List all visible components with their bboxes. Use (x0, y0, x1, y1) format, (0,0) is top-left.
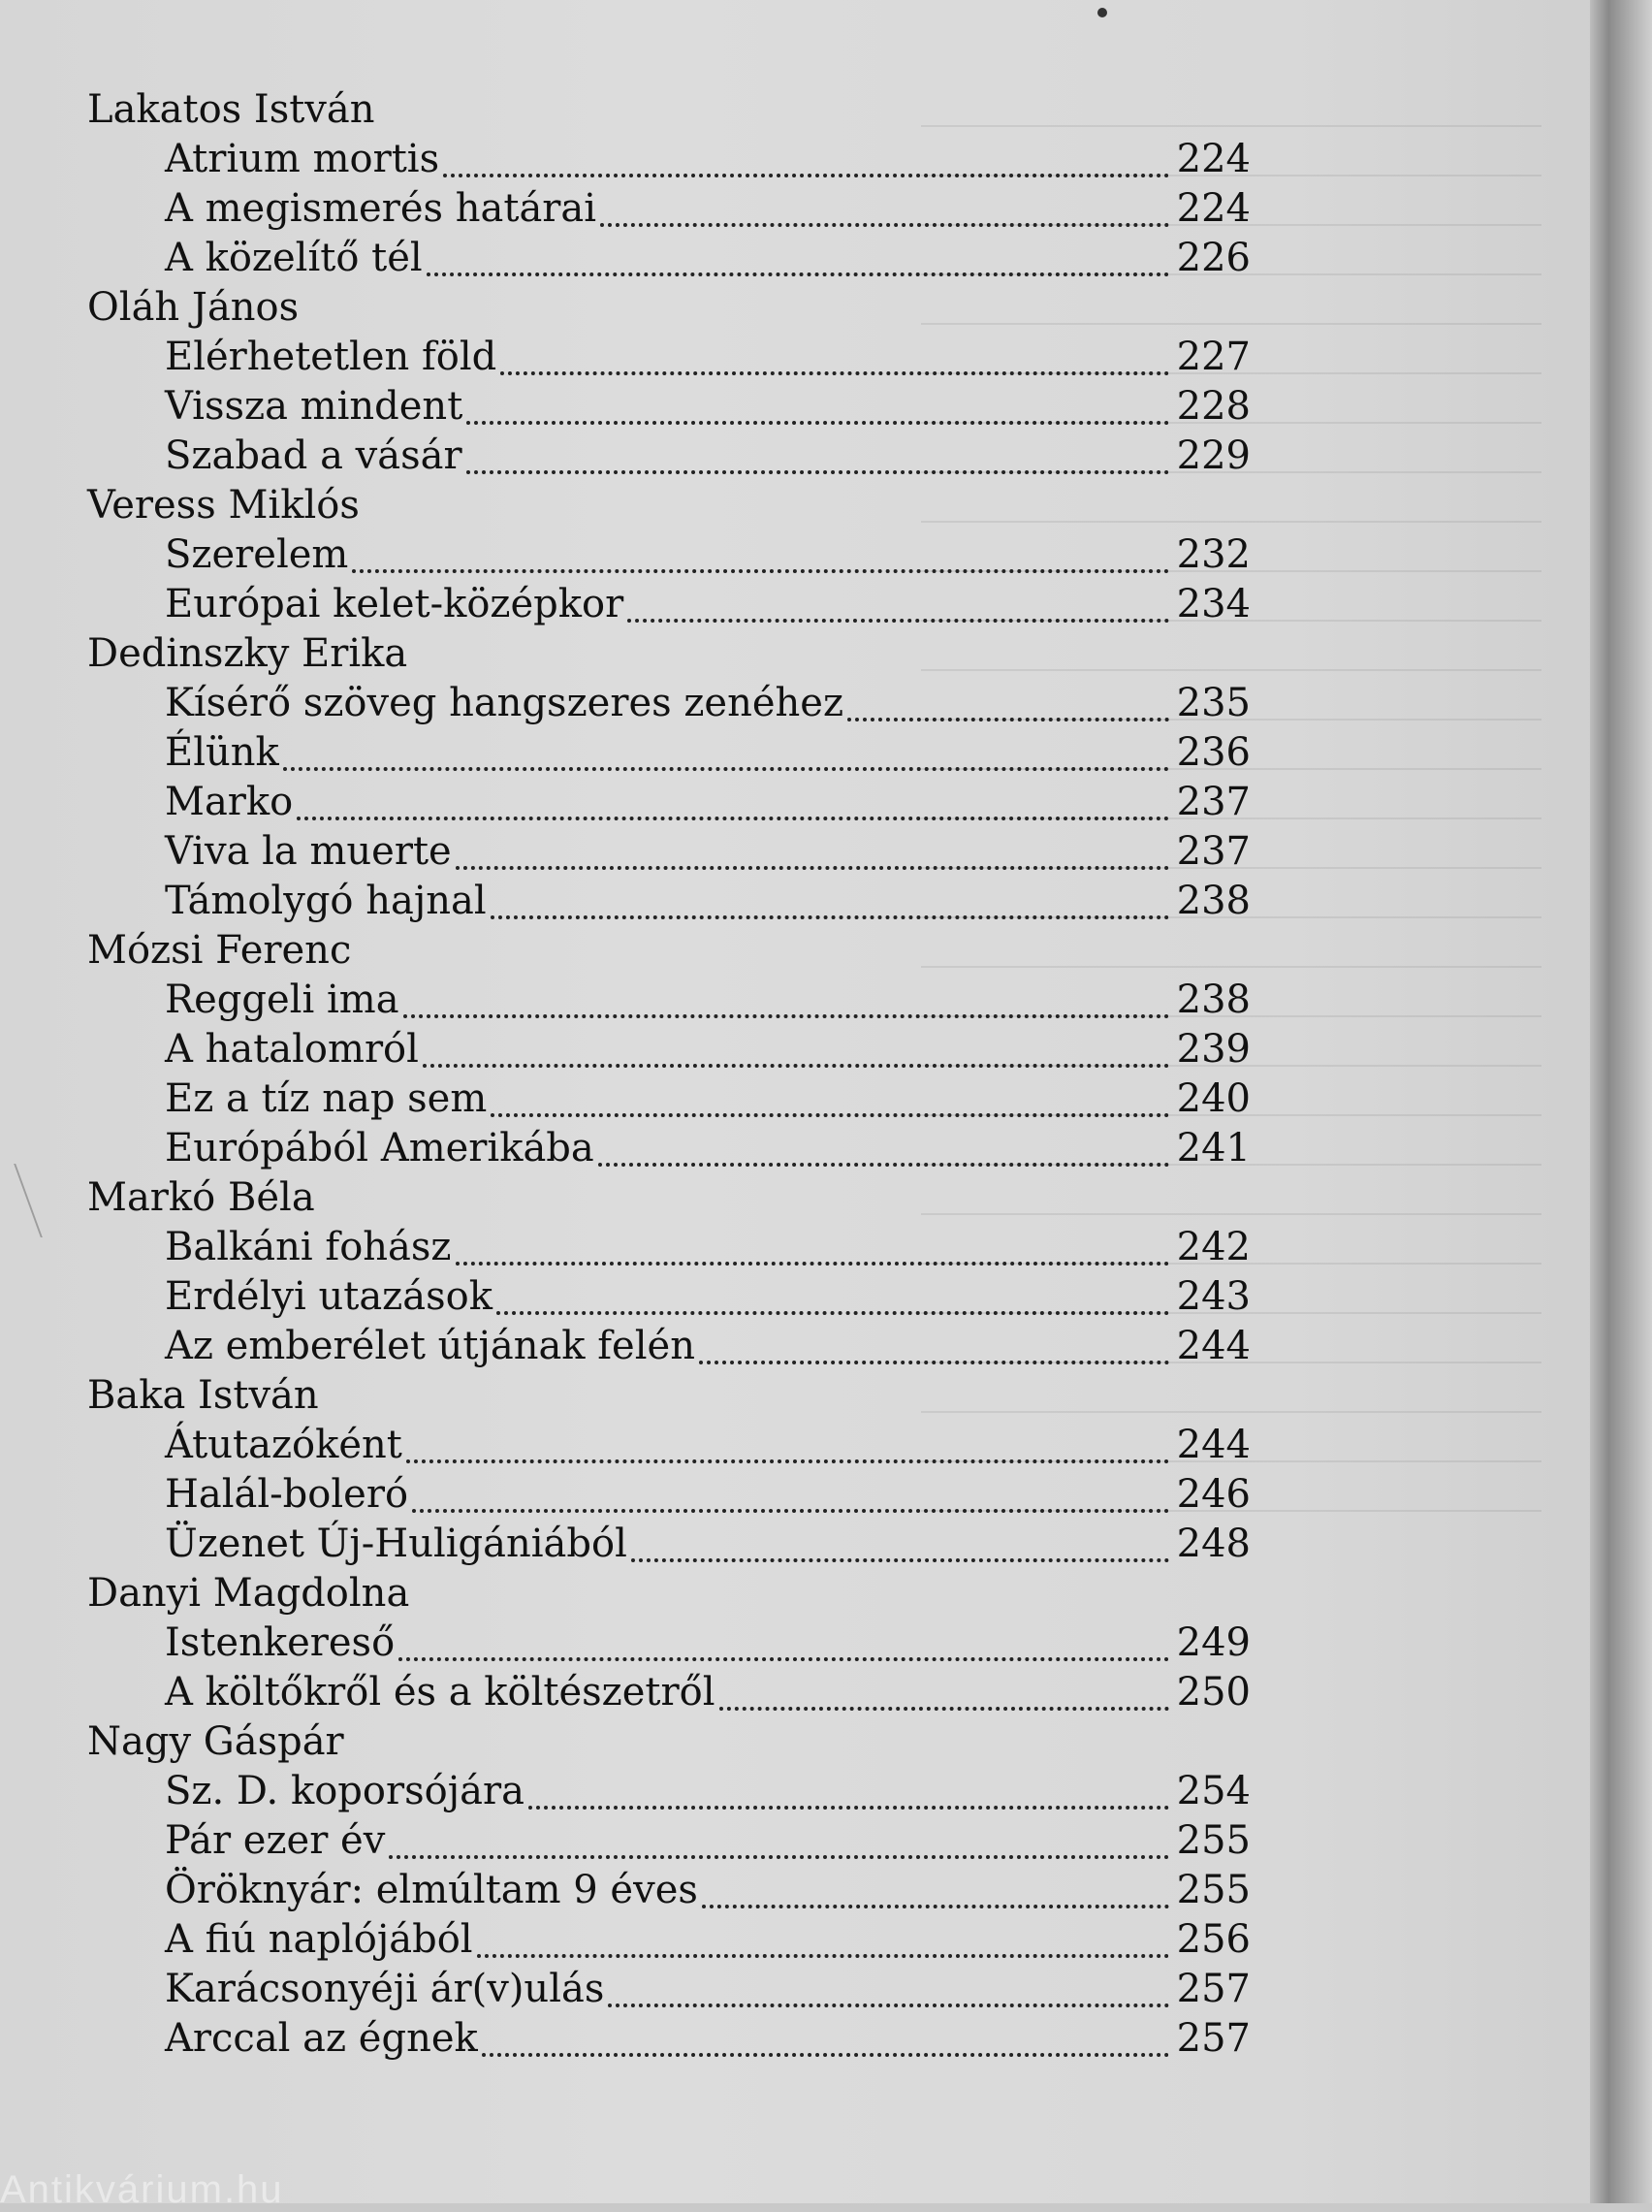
toc-entry (87, 1866, 1251, 1915)
toc-entry-page: 224 (1176, 137, 1251, 181)
dot-leader (491, 915, 1169, 919)
toc-entry-page: 244 (1176, 1324, 1251, 1368)
dot-leader (477, 1954, 1169, 1958)
toc-entry (87, 432, 1251, 481)
toc-entry-title: Európai kelet-középkor (165, 582, 624, 626)
toc-entry (87, 1470, 1251, 1520)
toc-entry (87, 976, 1251, 1025)
toc-entry-title: Karácsonyéji ár(v)ulás (165, 1967, 605, 2011)
toc-entry (87, 1074, 1251, 1124)
toc-entry-title: A fiú naplójából (165, 1917, 473, 1962)
toc-entry (87, 530, 1251, 580)
toc-entry-title: Átutazóként (165, 1423, 402, 1467)
toc-entry-page: 257 (1176, 1967, 1251, 2011)
toc-entry-title: Marko (165, 780, 294, 824)
toc-entry-page: 257 (1176, 2016, 1251, 2061)
toc-entry-page: 238 (1176, 879, 1251, 923)
toc-entry-title: Halál-boleró (165, 1472, 409, 1517)
toc-entry (87, 679, 1251, 728)
toc-entry-page: 239 (1176, 1027, 1251, 1072)
toc-author: Dedinszky Erika (87, 631, 408, 676)
toc-entry-title: Viva la muerte (165, 829, 452, 874)
toc-entry-page: 235 (1176, 681, 1251, 725)
dot-leader (283, 767, 1169, 771)
toc-entry (87, 1520, 1251, 1569)
toc-entry (87, 1322, 1251, 1371)
dot-leader (456, 866, 1169, 870)
toc-author: Lakatos István (87, 87, 375, 132)
toc-entry-title: Reggeli ima (165, 978, 399, 1022)
toc-entry (87, 1816, 1251, 1866)
toc-entry (87, 184, 1251, 234)
toc-entry-page: 236 (1176, 730, 1251, 775)
dot-leader (466, 421, 1169, 425)
dot-leader (406, 1459, 1169, 1463)
toc-entry-page: 255 (1176, 1868, 1251, 1912)
toc-entry-page: 237 (1176, 829, 1251, 874)
toc-entry-title: Atrium mortis (165, 137, 440, 181)
toc-entry-page: 246 (1176, 1472, 1251, 1517)
toc-entry (87, 1619, 1251, 1668)
toc-author: Nagy Gáspár (87, 1719, 344, 1764)
toc-entry-title: Európából Amerikába (165, 1126, 594, 1170)
toc-entry-title: Istenkereső (165, 1620, 396, 1665)
toc-entry-page: 250 (1176, 1670, 1251, 1715)
dot-leader (496, 1311, 1169, 1315)
toc-entry-page: 234 (1176, 582, 1251, 626)
toc-entry-title: A hatalomról (165, 1027, 419, 1072)
toc-entry-title: Balkáni fohász (165, 1225, 452, 1269)
toc-entry (87, 778, 1251, 827)
dot-leader (528, 1806, 1169, 1810)
toc-entry-title: Pár ezer év (165, 1818, 386, 1863)
toc-entry (87, 1025, 1251, 1074)
dot-leader (427, 272, 1169, 276)
dot-leader (423, 1064, 1169, 1068)
toc-author: Veress Miklós (87, 483, 360, 528)
toc-author: Mózsi Ferenc (87, 928, 352, 973)
dot-leader (631, 1558, 1169, 1562)
dot-leader (627, 619, 1169, 623)
toc-entry-title: Élünk (165, 730, 279, 775)
toc-author: Baka István (87, 1373, 319, 1418)
toc-entry-title: Sz. D. koporsójára (165, 1769, 524, 1813)
toc-entry-page: 255 (1176, 1818, 1251, 1863)
toc-entry-page: 249 (1176, 1620, 1251, 1665)
toc-entry-title: A költőkről és a költészetről (165, 1670, 715, 1715)
toc-entry-title: Vissza mindent (165, 384, 463, 429)
toc-author: Danyi Magdolna (87, 1571, 410, 1616)
toc-entry-page: 224 (1176, 186, 1251, 231)
dot-leader (352, 569, 1169, 573)
toc-entry (87, 827, 1251, 877)
toc-author: Oláh János (87, 285, 300, 330)
toc-entry-title: Elérhetetlen föld (165, 335, 497, 379)
toc-entry (87, 1124, 1251, 1173)
toc-entry (87, 1272, 1251, 1322)
watermark: Antikvárium.hu (0, 2168, 284, 2211)
toc-entry-page: 228 (1176, 384, 1251, 429)
toc-entry (87, 2014, 1251, 2064)
toc-entry (87, 1767, 1251, 1816)
toc-entry-page: 256 (1176, 1917, 1251, 1962)
toc-entry (87, 1965, 1251, 2014)
toc-entry-title: Ez a tíz nap sem (165, 1076, 488, 1121)
dot-leader (456, 1262, 1170, 1266)
toc-entry-page: 254 (1176, 1769, 1251, 1813)
dot-leader (598, 1163, 1169, 1167)
toc-entry-title: Kísérő szöveg hangszeres zenéhez (165, 681, 844, 725)
ink-smudge (1097, 8, 1107, 17)
toc-entry-page: 238 (1176, 978, 1251, 1022)
toc-entry (87, 382, 1251, 432)
toc-entry (87, 234, 1251, 283)
dot-leader (491, 1113, 1169, 1117)
toc-entry (87, 135, 1251, 184)
toc-entry-title: A közelítő tél (165, 236, 423, 280)
dot-leader (608, 2004, 1169, 2007)
toc-entry (87, 877, 1251, 926)
page-edge (1590, 0, 1652, 2203)
dot-leader (403, 1014, 1169, 1018)
toc-entry-title: Szerelem (165, 532, 349, 577)
toc-entry-page: 248 (1176, 1522, 1251, 1566)
toc-entry-page: 232 (1176, 532, 1251, 577)
toc-entry (87, 1915, 1251, 1965)
toc-entry-title: Szabad a vásár (165, 433, 462, 478)
toc-entry-title: Támolygó hajnal (165, 879, 487, 923)
toc-entry-page: 241 (1176, 1126, 1251, 1170)
toc-entry-title: Üzenet Új-Huligániából (165, 1522, 627, 1566)
dot-leader (500, 371, 1169, 375)
dot-leader (389, 1855, 1169, 1859)
dot-leader (600, 223, 1169, 227)
toc-entry-title: Arccal az égnek (165, 2016, 478, 2061)
dot-leader (466, 470, 1169, 474)
dot-leader (702, 1905, 1169, 1908)
toc-entry (87, 1421, 1251, 1470)
toc-entry (87, 728, 1251, 778)
toc-entry-page: 237 (1176, 780, 1251, 824)
dot-leader (847, 718, 1169, 721)
dot-leader (297, 817, 1169, 820)
toc-entry (87, 580, 1251, 629)
toc-entry-title: A megismerés határai (165, 186, 597, 231)
dot-leader (482, 2053, 1169, 2057)
toc-entry-page: 240 (1176, 1076, 1251, 1121)
toc-entry (87, 333, 1251, 382)
toc-entry-title: Az emberélet útjának felén (165, 1324, 695, 1368)
dot-leader (412, 1509, 1169, 1513)
toc-entry-page: 243 (1176, 1274, 1251, 1319)
toc-entry (87, 1223, 1251, 1272)
toc-entry-page: 242 (1176, 1225, 1251, 1269)
toc-entry-page: 229 (1176, 433, 1251, 478)
toc-entry (87, 1668, 1251, 1717)
dot-leader (398, 1657, 1169, 1661)
dot-leader (443, 174, 1169, 177)
toc-entry-page: 244 (1176, 1423, 1251, 1467)
toc-entry-title: Öröknyár: elmúltam 9 éves (165, 1868, 698, 1912)
toc-entry-page: 227 (1176, 335, 1251, 379)
toc-author: Markó Béla (87, 1175, 315, 1220)
toc-entry-title: Erdélyi utazások (165, 1274, 492, 1319)
table-of-contents (87, 85, 1251, 2064)
dot-leader (719, 1707, 1170, 1711)
toc-entry-page: 226 (1176, 236, 1251, 280)
dot-leader (699, 1361, 1169, 1364)
